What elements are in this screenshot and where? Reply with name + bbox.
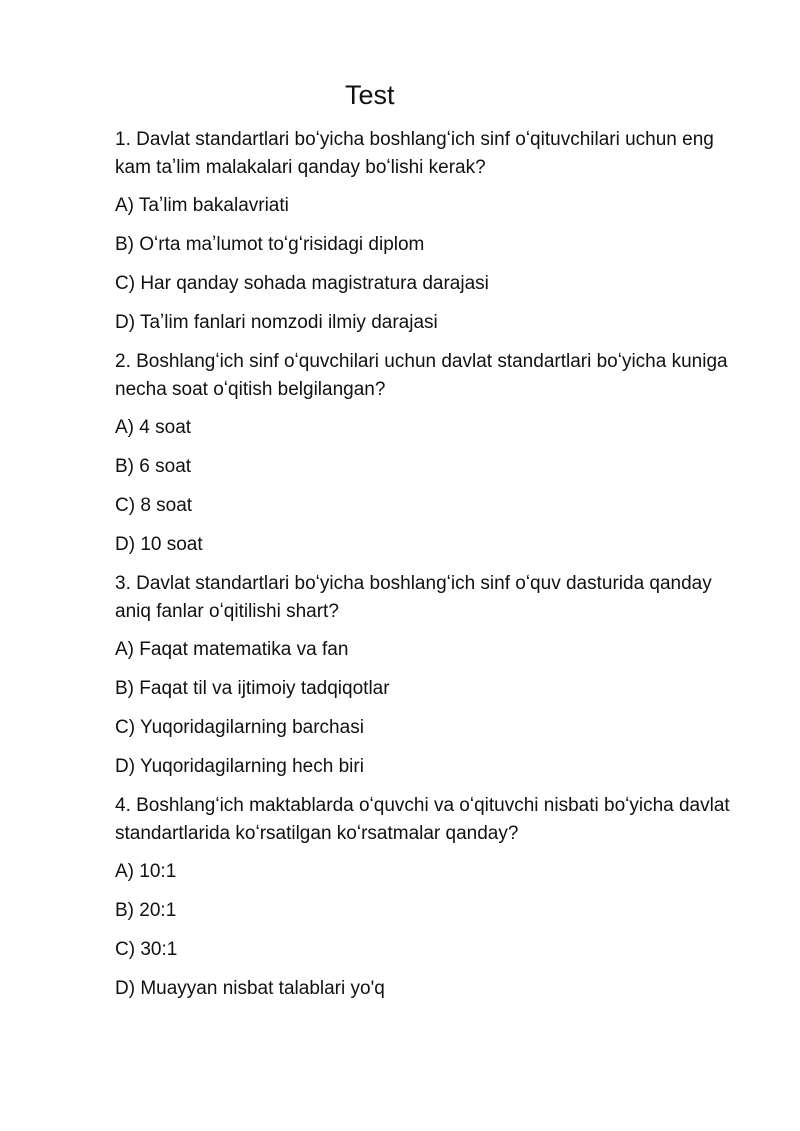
answer-option-d: D) 10 soat (115, 534, 203, 555)
answer-option-c: C) Yuqoridagilarning barchasi (115, 717, 364, 738)
answer-option-b: B) Faqat til va ijtimoiy tadqiqotlar (115, 678, 390, 699)
question-3 (115, 570, 744, 781)
answer-option-c: C) 30:1 (115, 939, 178, 960)
question-4 (115, 792, 744, 1003)
answer-option-b: B) 20:1 (115, 900, 177, 921)
document-title: Test (345, 80, 395, 110)
answer-option-d: D) Taʼlim fanlari nomzodi ilmiy darajasi (115, 312, 438, 333)
answer-option-a: A) Taʼlim bakalavriati (115, 195, 289, 216)
question-text: 4. Boshlangʻich maktablarda oʻquvchi va oʻqituvchi nisbati boʻyicha davlat standartlarida koʻrsatilgan koʻrsatmalar qanday? (115, 795, 730, 844)
answer-option-d: D) Muayyan nisbat talablari yo'q (115, 978, 385, 999)
question-1 (115, 126, 744, 337)
question-2 (115, 348, 744, 559)
answer-option-b: B) 6 soat (115, 456, 192, 477)
answer-option-b: B) Oʻrta maʼlumot toʻgʻrisidagi diplom (115, 234, 425, 255)
answer-option-a: A) 10:1 (115, 861, 177, 882)
answer-option-a: A) 4 soat (115, 417, 192, 438)
answer-option-d: D) Yuqoridagilarning hech biri (115, 756, 364, 777)
answer-option-c: C) 8 soat (115, 495, 193, 516)
question-text: 2. Boshlangʻich sinf oʻquvchilari uchun davlat standartlari boʻyicha kuniga necha soat oʻqitish belgilangan? (115, 351, 728, 400)
answer-option-c: C) Har qanday sohada magistratura darajasi (115, 273, 489, 294)
question-text: 3. Davlat standartlari boʻyicha boshlangʻich sinf oʻquv dasturida qanday aniq fanlar oʻqitilishi shart? (115, 573, 712, 622)
answer-option-a: A) Faqat matematika va fan (115, 639, 349, 660)
question-text: 1. Davlat standartlari boʻyicha boshlangʻich sinf oʻqituvchilari uchun eng kam taʼlim malakalari qanday boʻlishi kerak? (115, 129, 714, 178)
